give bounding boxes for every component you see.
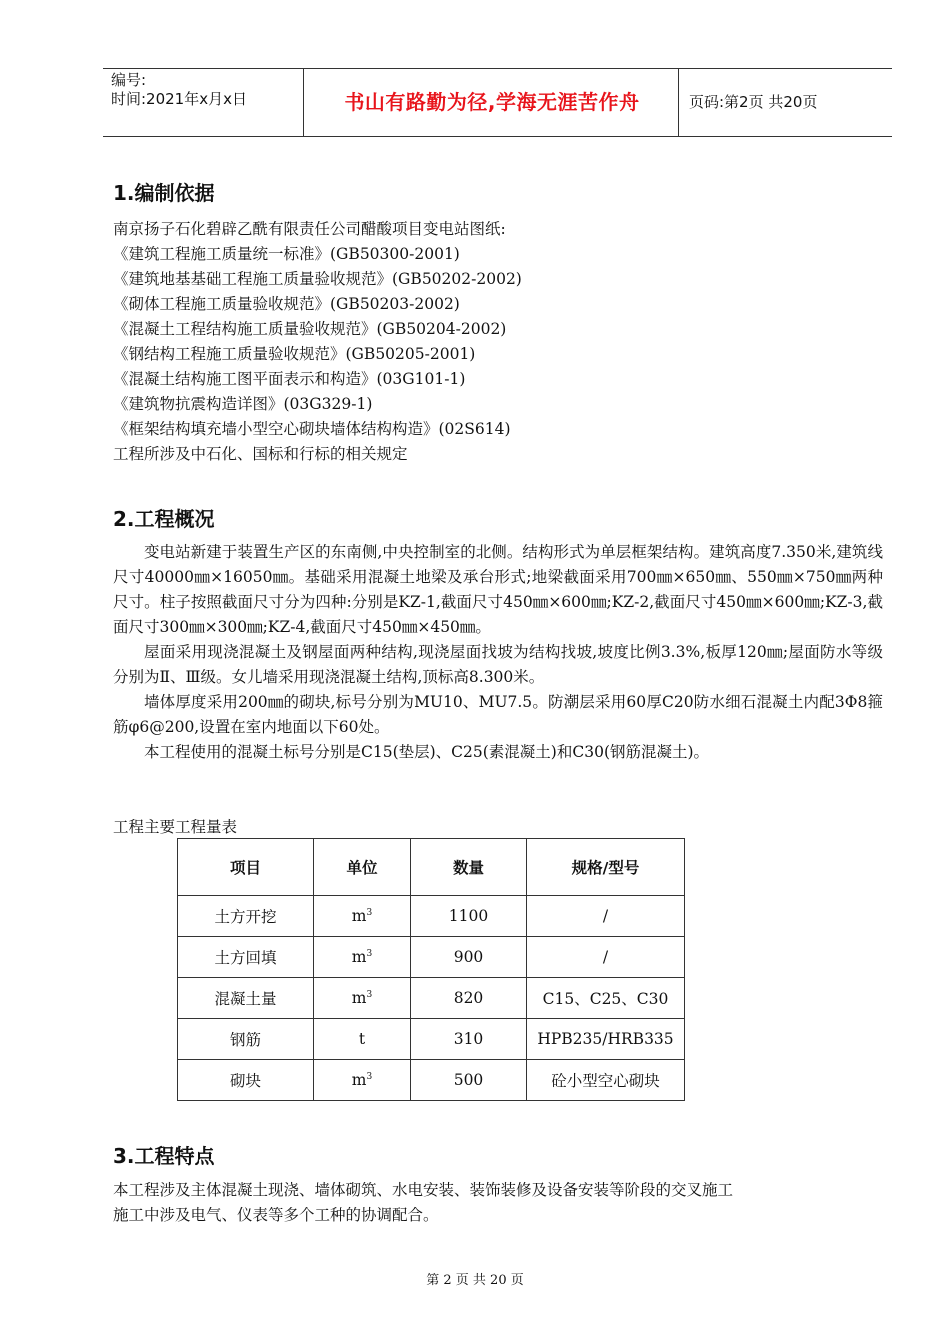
unit-text: m (351, 989, 367, 1007)
table-row (178, 896, 685, 937)
number-label: 编号: (111, 71, 147, 89)
column-header: 数量 (411, 839, 527, 896)
unit-exponent: 3 (366, 949, 373, 959)
section-title: 2.工程概况 (113, 507, 215, 531)
basis-line: 《框架结构填充墙小型空心砌块墙体结构构造》(02S614) (113, 420, 511, 438)
features-line: 施工中涉及电气、仪表等多个工种的协调配合。 (113, 1206, 439, 1224)
page-footer: 第 2 页 共 20 页 (426, 1273, 524, 1288)
cell-spec: HPB235/HRB335 (527, 1019, 685, 1060)
cell-unit (314, 1060, 411, 1101)
cell-unit (314, 978, 411, 1019)
cell-unit (314, 896, 411, 937)
cell-unit (314, 1019, 411, 1060)
table-row (178, 1060, 685, 1101)
basis-line: 《混凝土工程结构施工质量验收规范》(GB50204-2002) (113, 320, 507, 338)
cell-item: 钢筋 (178, 1019, 314, 1060)
paragraph: 屋面采用现浇混凝土及钢屋面两种结构,现浇屋面找坡为结构找坡,坡度比例3.3%,板厚120㎜;屋面防水等级分别为Ⅱ、Ⅲ级。女儿墙采用现浇混凝土结构,顶标高8.300米。 (113, 643, 883, 686)
cell-unit (314, 937, 411, 978)
cell-qty: 820 (411, 978, 527, 1019)
basis-line: 《建筑地基基础工程施工质量验收规范》(GB50202-2002) (113, 270, 522, 288)
header-divider (678, 69, 679, 136)
basis-line: 《建筑物抗震构造详图》(03G329-1) (113, 395, 373, 413)
section-title: 3.工程特点 (113, 1144, 215, 1168)
cell-qty: 500 (411, 1060, 527, 1101)
unit-exponent: 3 (366, 908, 373, 918)
unit-text: m (351, 948, 367, 966)
basis-line: 《建筑工程施工质量统一标准》(GB50300-2001) (113, 245, 460, 263)
table-header-row (178, 839, 685, 896)
paragraph: 变电站新建于装置生产区的东南侧,中央控制室的北侧。结构形式为单层框架结构。建筑高度7.350米,建筑线尺寸40000㎜×16050㎜。基础采用混凝土地梁及承台形式;地梁截面采用700㎜×650㎜、550㎜×750㎜两种尺寸。柱子按照截面尺寸分为四种:分别是KZ-1,截面尺寸450㎜×600㎜;KZ-2,截面尺寸450㎜×600㎜;KZ-3,截面尺寸300㎜×300㎜;KZ-4,截面尺寸450㎜×450㎜。 (113, 543, 883, 636)
page-indicator: 页码:第2页 共20页 (689, 93, 818, 111)
table-row (178, 978, 685, 1019)
unit-text: m (351, 1071, 367, 1089)
basis-line: 《砌体工程施工质量验收规范》(GB50203-2002) (113, 295, 460, 313)
cell-spec: / (527, 896, 685, 937)
paragraph: 墙体厚度采用200㎜的砌块,标号分别为MU10、MU7.5。防潮层采用60厚C20防水细石混凝土内配3Φ8箍筋φ6@200,设置在室内地面以下60处。 (113, 693, 883, 736)
header-divider (303, 69, 304, 136)
paragraph: 本工程使用的混凝土标号分别是C15(垫层)、C25(素混凝土)和C30(钢筋混凝土)。 (144, 743, 710, 761)
cell-qty: 900 (411, 937, 527, 978)
features-text (113, 1178, 883, 1228)
cell-item: 砌块 (178, 1060, 314, 1101)
cell-qty: 1100 (411, 896, 527, 937)
unit-exponent: 3 (366, 1072, 373, 1082)
time-label: 时间:2021年x月x日 (111, 90, 247, 108)
table-row (178, 937, 685, 978)
quantity-table (177, 838, 685, 1101)
section-title: 1.编制依据 (113, 181, 215, 205)
unit-exponent: 3 (366, 990, 373, 1000)
cell-item: 土方回填 (178, 937, 314, 978)
column-header: 单位 (314, 839, 411, 896)
table-caption: 工程主要工程量表 (113, 818, 238, 836)
header-meta (111, 71, 247, 109)
basis-list (113, 217, 883, 467)
cell-spec: / (527, 937, 685, 978)
unit-text: t (358, 1030, 366, 1048)
basis-line: 《钢结构工程施工质量验收规范》(GB50205-2001) (113, 345, 476, 363)
column-header: 项目 (178, 839, 314, 896)
column-header: 规格/型号 (527, 839, 685, 896)
cell-item: 混凝土量 (178, 978, 314, 1019)
table-row (178, 1019, 685, 1060)
basis-line: 南京扬子石化碧辟乙酰有限责任公司醋酸项目变电站图纸: (113, 220, 506, 238)
overview-text (113, 540, 883, 765)
cell-item: 土方开挖 (178, 896, 314, 937)
header-motto: 书山有路勤为径,学海无涯苦作舟 (344, 90, 640, 114)
features-line: 本工程涉及主体混凝土现浇、墙体砌筑、水电安装、装饰装修及设备安装等阶段的交叉施工 (113, 1181, 734, 1199)
cell-spec: C15、C25、C30 (527, 978, 685, 1019)
basis-line: 工程所涉及中石化、国标和行标的相关规定 (113, 445, 408, 463)
unit-text: m (351, 907, 367, 925)
page-header (103, 68, 892, 137)
basis-line: 《混凝土结构施工图平面表示和构造》(03G101-1) (113, 370, 466, 388)
cell-spec: 砼小型空心砌块 (527, 1060, 685, 1101)
cell-qty: 310 (411, 1019, 527, 1060)
